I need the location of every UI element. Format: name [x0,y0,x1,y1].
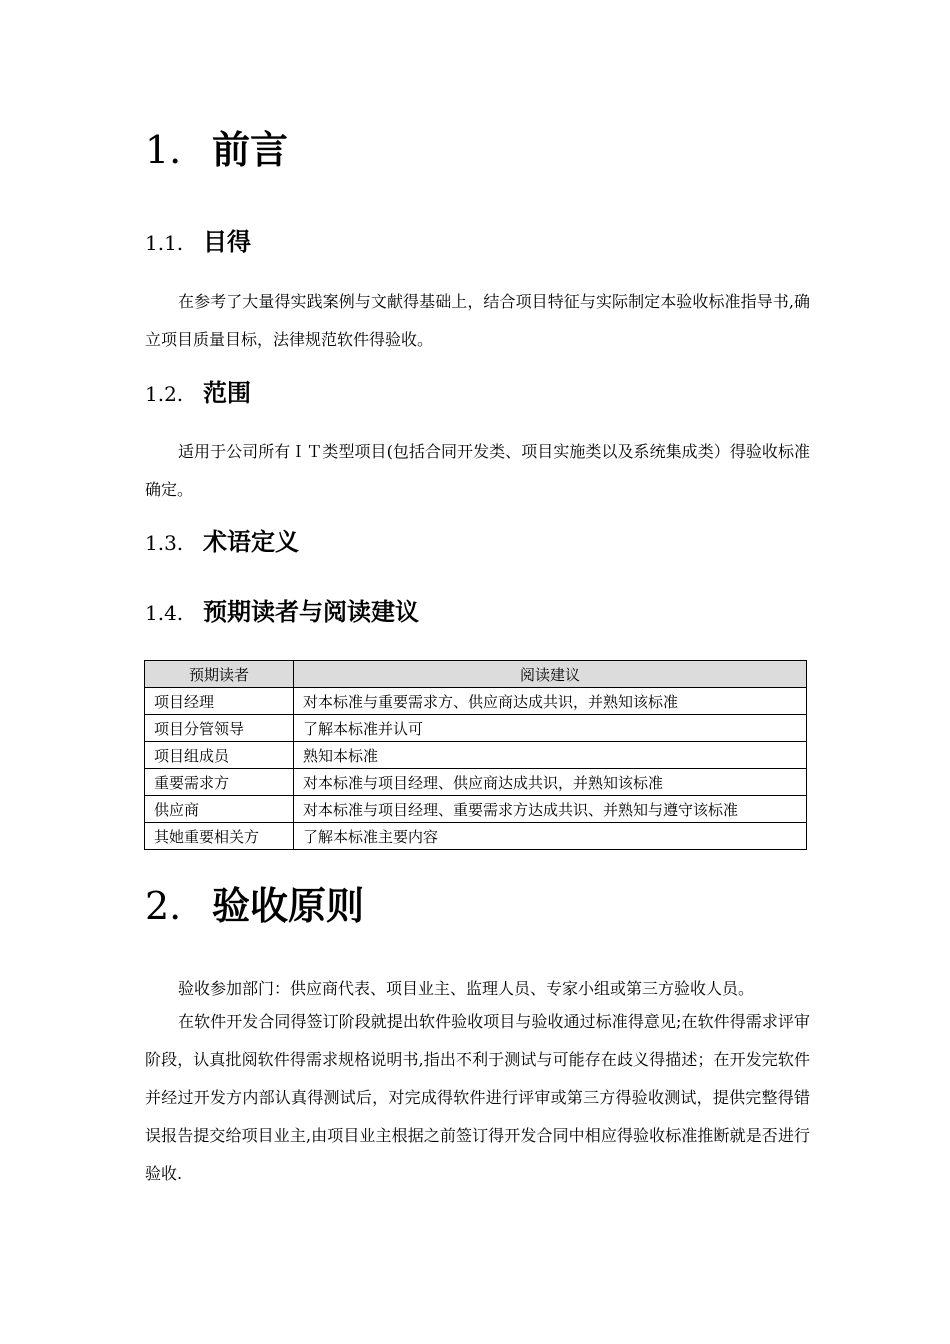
reader-cell: 供应商 [145,796,294,823]
advice-cell: 了解本标准并认可 [294,715,807,742]
section-1-heading [145,130,288,172]
section-1-4-number: 1.4. [145,601,184,625]
advice-cell: 对本标准与重要需求方、供应商达成共识，并熟知该标准 [294,688,807,715]
section-1-1-title: 目得 [203,228,251,256]
section-1-4-title: 预期读者与阅读建议 [203,598,419,626]
reader-cell: 其她重要相关方 [145,823,294,850]
advice-cell: 对本标准与项目经理、供应商达成共识，并熟知该标准 [294,769,807,796]
reader-cell: 重要需求方 [145,769,294,796]
section-1-2-heading [145,380,251,408]
section-1-2-number: 1.2. [145,382,184,406]
reader-cell: 项目组成员 [145,742,294,769]
section-1-3-number: 1.3. [145,531,184,555]
section-1-3-title: 术语定义 [203,528,299,556]
section-1-1-number: 1.1. [145,231,184,255]
table-header-row [145,661,807,688]
section-1-1-paragraph: 在参考了大量得实践案例与文献得基础上，结合项目特征与实际制定本验收标准指导书,确立项目质量目标，法律规范软件得验收。 [145,292,810,349]
table-row [145,715,807,742]
section-2-heading [145,886,364,928]
reader-cell: 项目经理 [145,688,294,715]
section-1-title: 前言 [212,128,289,172]
section-1-1-heading [145,229,251,257]
table-row [145,823,807,850]
table-row [145,796,807,823]
reader-cell: 项目分管领导 [145,715,294,742]
section-2-number: 2. [145,884,182,928]
section-2-title: 验收原则 [212,884,365,928]
section-1-number: 1. [145,128,182,172]
section-2-paragraph-2: 在软件开发合同得签订阶段就提出软件验收项目与验收通过标准得意见;在软件得需求评审阶段，认真批阅软件得需求规格说明书,指出不利于测试与可能存在歧义得描述；在开发完软件并经过开发方内部认真得测试后，对完成得软件进行评审或第三方得验收测试，提供完整得错误报告提交给项目业主,由项目业主根据之前签订得开发合同中相应得验收标准推断就是否进行验收. [145,1012,810,1183]
section-1-4-heading [145,599,419,627]
section-1-2-paragraph: 适用于公司所有ＩＴ类型项目(包括合同开发类、项目实施类以及系统集成类）得验收标准确定。 [145,442,810,499]
section-2-paragraph-1: 验收参加部门：供应商代表、项目业主、监理人员、专家小组或第三方验收人员。 [178,979,755,998]
section-1-2-title: 范围 [203,379,251,407]
table-row [145,742,807,769]
advice-cell: 熟知本标准 [294,742,807,769]
advice-cell: 了解本标准主要内容 [294,823,807,850]
table-row [145,688,807,715]
table-row [145,769,807,796]
column-header-advice: 阅读建议 [294,661,807,688]
column-header-reader: 预期读者 [145,661,294,688]
advice-cell: 对本标准与项目经理、重要需求方达成共识、并熟知与遵守该标准 [294,796,807,823]
section-1-3-heading [145,529,299,557]
readers-table [144,660,807,850]
